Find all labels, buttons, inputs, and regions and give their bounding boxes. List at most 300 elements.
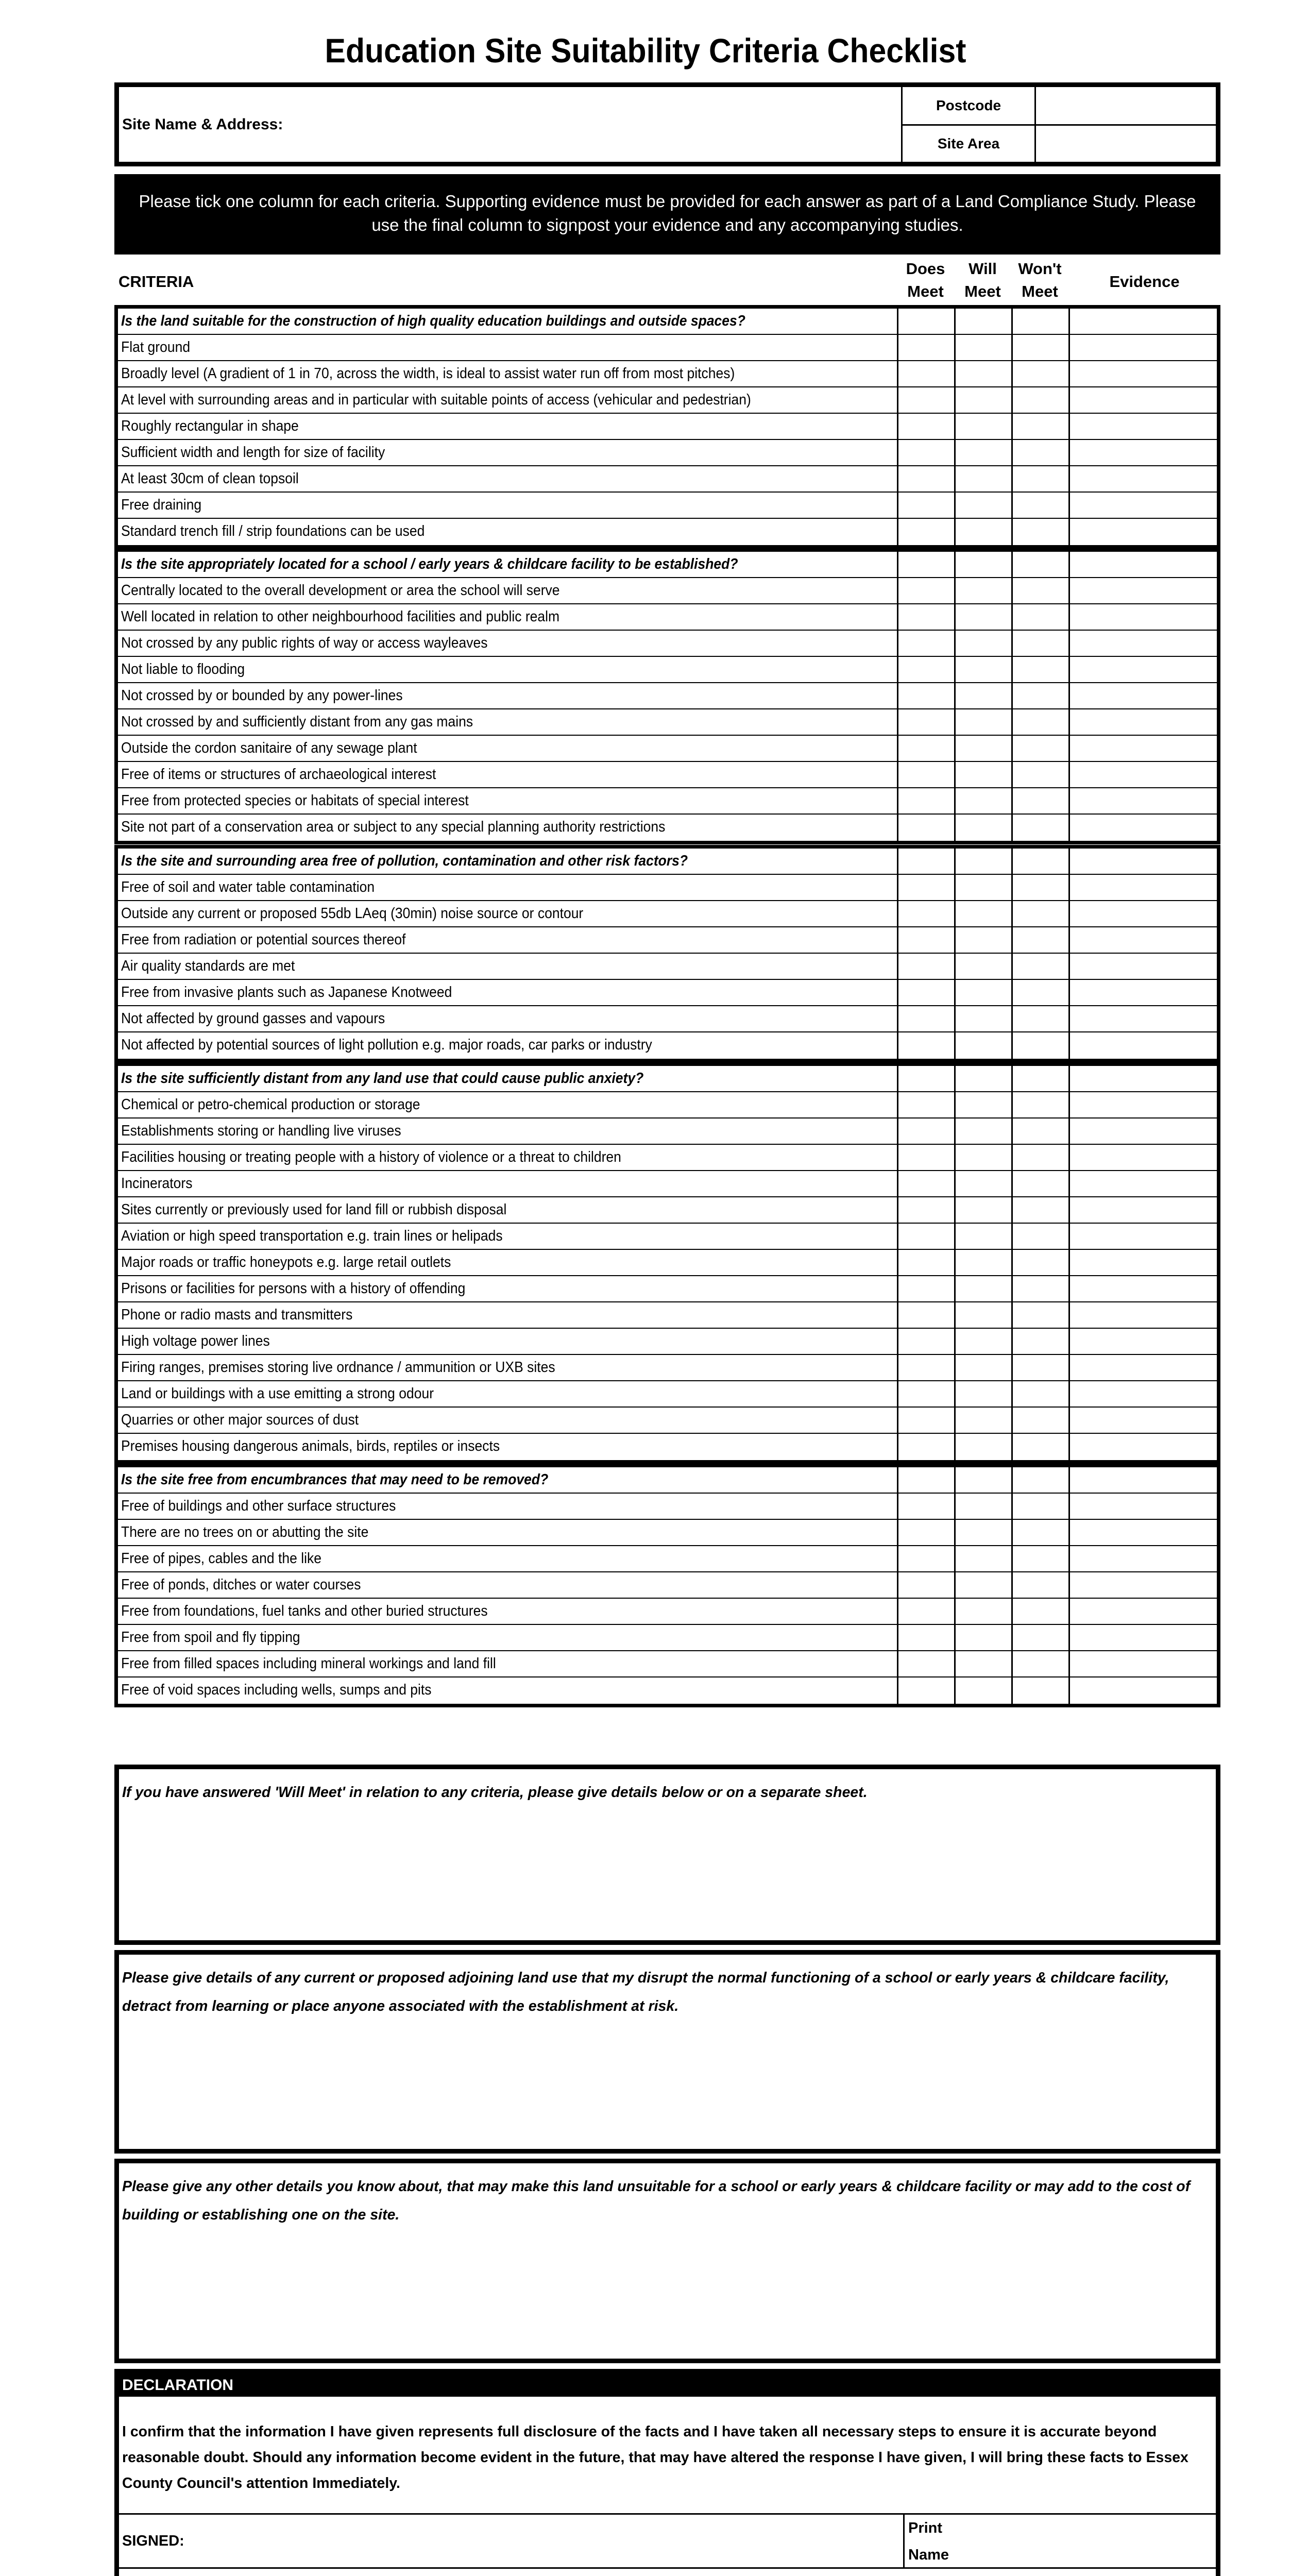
criteria-row <box>118 1302 1217 1329</box>
does-meet-cell[interactable] <box>897 815 954 841</box>
does-meet-cell[interactable] <box>897 1276 954 1301</box>
will-meet-cell[interactable] <box>954 1092 1011 1117</box>
does-meet-cell[interactable] <box>897 1520 954 1545</box>
criteria-row <box>118 927 1217 954</box>
criteria-section <box>114 305 1220 549</box>
wont-meet-cell[interactable] <box>1011 683 1068 708</box>
criteria-label: Roughly rectangular in shape <box>121 418 299 434</box>
wont-meet-cell[interactable] <box>1011 1171 1068 1196</box>
criteria-label: At level with surrounding areas and in particular with suitable points of access (vehicular and pedestrian) <box>121 392 751 408</box>
does-meet-cell[interactable] <box>897 414 954 439</box>
will-meet-cell[interactable] <box>954 335 1011 360</box>
will-meet-cell[interactable] <box>954 1302 1011 1328</box>
criteria-label: Not liable to flooding <box>121 661 245 677</box>
criteria-section <box>114 548 1220 844</box>
criteria-label: Aviation or high speed transportation e.g. train lines or helipads <box>121 1228 503 1244</box>
wont-meet-cell[interactable] <box>1011 1355 1068 1380</box>
does-meet-cell[interactable] <box>897 1032 954 1059</box>
will-meet-cell[interactable] <box>954 440 1011 465</box>
does-meet-cell[interactable] <box>897 980 954 1005</box>
evidence-cell[interactable] <box>1068 1302 1217 1328</box>
does-meet-cell[interactable] <box>897 1118 954 1144</box>
page-title: Education Site Suitability Criteria Checklist <box>325 31 966 70</box>
other-details-box[interactable] <box>114 2159 1220 2363</box>
criteria-row <box>118 1677 1217 1704</box>
evidence-cell[interactable] <box>1068 1032 1217 1059</box>
evidence-cell[interactable] <box>1068 683 1217 708</box>
wont-meet-cell[interactable] <box>1011 1467 1068 1493</box>
evidence-cell[interactable] <box>1068 815 1217 841</box>
criteria-label: Free from invasive plants such as Japanese Knotweed <box>121 984 452 1001</box>
evidence-cell[interactable] <box>1068 788 1217 814</box>
will-meet-cell[interactable] <box>954 736 1011 761</box>
criteria-row <box>118 1197 1217 1224</box>
evidence-cell[interactable] <box>1068 1546 1217 1571</box>
wont-meet-cell[interactable] <box>1011 901 1068 926</box>
does-meet-cell[interactable] <box>897 1467 954 1493</box>
evidence-cell[interactable] <box>1068 1145 1217 1170</box>
will-meet-details-box[interactable] <box>114 1765 1220 1945</box>
wont-meet-cell[interactable] <box>1011 849 1068 874</box>
does-meet-cell[interactable] <box>897 927 954 953</box>
will-meet-cell[interactable] <box>954 1006 1011 1031</box>
criteria-row <box>118 1250 1217 1276</box>
will-meet-cell[interactable] <box>954 1066 1011 1091</box>
criteria-section <box>114 1062 1220 1464</box>
evidence-cell[interactable] <box>1068 1625 1217 1650</box>
evidence-cell[interactable] <box>1068 1355 1217 1380</box>
does-meet-cell[interactable] <box>897 387 954 413</box>
evidence-cell[interactable] <box>1068 466 1217 492</box>
will-meet-cell[interactable] <box>954 709 1011 735</box>
will-meet-cell[interactable] <box>954 604 1011 630</box>
wont-meet-cell[interactable] <box>1011 1276 1068 1301</box>
evidence-cell[interactable] <box>1068 1572 1217 1598</box>
criteria-row <box>118 1032 1217 1059</box>
evidence-cell[interactable] <box>1068 1066 1217 1091</box>
evidence-cell[interactable] <box>1068 1520 1217 1545</box>
criteria-row <box>118 683 1217 709</box>
criteria-row <box>118 1625 1217 1651</box>
on-behalf-of-label <box>122 2569 239 2576</box>
evidence-cell[interactable] <box>1068 1092 1217 1117</box>
wont-meet-cell[interactable] <box>1011 875 1068 900</box>
does-meet-cell[interactable] <box>897 1355 954 1380</box>
postcode-field[interactable] <box>1036 87 1216 124</box>
will-meet-cell[interactable] <box>954 578 1011 603</box>
will-meet-cell[interactable] <box>954 552 1011 577</box>
does-meet-cell[interactable] <box>897 736 954 761</box>
will-meet-cell[interactable] <box>954 387 1011 413</box>
on-behalf-of-field[interactable] <box>274 2569 1216 2576</box>
criteria-label: Major roads or traffic honeypots e.g. large retail outlets <box>121 1254 451 1270</box>
criteria-label: Free of items or structures of archaeological interest <box>121 766 436 783</box>
section-question: Is the site sufficiently distant from any land use that could cause public anxiety? <box>121 1070 644 1087</box>
will-meet-cell[interactable] <box>954 901 1011 926</box>
declaration-heading: DECLARATION <box>119 2374 1216 2397</box>
criteria-row <box>118 1520 1217 1546</box>
criteria-section <box>114 845 1220 1062</box>
wont-meet-cell[interactable] <box>1011 1408 1068 1433</box>
postcode-label: Postcode <box>936 97 1001 113</box>
does-meet-cell[interactable] <box>897 552 954 577</box>
will-meet-cell[interactable] <box>954 788 1011 814</box>
will-meet-cell[interactable] <box>954 631 1011 656</box>
evidence-cell[interactable] <box>1068 1408 1217 1433</box>
will-meet-cell[interactable] <box>954 1599 1011 1624</box>
evidence-cell[interactable] <box>1068 1381 1217 1406</box>
wont-meet-cell[interactable] <box>1011 552 1068 577</box>
declaration-box <box>114 2369 1220 2576</box>
will-meet-cell[interactable] <box>954 1494 1011 1519</box>
will-meet-cell[interactable] <box>954 1651 1011 1676</box>
criteria-row <box>118 657 1217 683</box>
evidence-cell[interactable] <box>1068 762 1217 787</box>
does-meet-cell[interactable] <box>897 849 954 874</box>
does-meet-column-header: Does Meet <box>906 260 945 300</box>
wont-meet-cell[interactable] <box>1011 631 1068 656</box>
criteria-label: Standard trench fill / strip foundations can be used <box>121 523 425 539</box>
does-meet-cell[interactable] <box>897 1224 954 1249</box>
will-meet-cell[interactable] <box>954 1408 1011 1433</box>
evidence-cell[interactable] <box>1068 1276 1217 1301</box>
does-meet-cell[interactable] <box>897 440 954 465</box>
does-meet-cell[interactable] <box>897 1408 954 1433</box>
wont-meet-cell[interactable] <box>1011 1145 1068 1170</box>
criteria-row <box>118 1118 1217 1145</box>
evidence-cell[interactable] <box>1068 875 1217 900</box>
evidence-column-header: Evidence <box>1109 273 1180 291</box>
criteria-label: Chemical or petro-chemical production or storage <box>121 1096 420 1113</box>
will-meet-cell[interactable] <box>954 683 1011 708</box>
does-meet-cell[interactable] <box>897 466 954 492</box>
criteria-row <box>118 414 1217 440</box>
does-meet-cell[interactable] <box>897 1625 954 1650</box>
criteria-label: Quarries or other major sources of dust <box>121 1412 359 1428</box>
criteria-row <box>118 1145 1217 1171</box>
criteria-label: Phone or radio masts and transmitters <box>121 1307 353 1323</box>
wont-meet-cell[interactable] <box>1011 788 1068 814</box>
does-meet-cell[interactable] <box>897 683 954 708</box>
evidence-cell[interactable] <box>1068 552 1217 577</box>
wont-meet-cell[interactable] <box>1011 414 1068 439</box>
evidence-cell[interactable] <box>1068 631 1217 656</box>
does-meet-cell[interactable] <box>897 1546 954 1571</box>
criteria-row <box>118 1276 1217 1302</box>
will-meet-cell[interactable] <box>954 1677 1011 1704</box>
wont-meet-cell[interactable] <box>1011 387 1068 413</box>
print-name-label: Print Name <box>908 2520 949 2563</box>
wont-meet-cell[interactable] <box>1011 1302 1068 1328</box>
evidence-cell[interactable] <box>1068 927 1217 953</box>
criteria-row <box>118 954 1217 980</box>
evidence-cell[interactable] <box>1068 1434 1217 1460</box>
will-meet-cell[interactable] <box>954 414 1011 439</box>
will-meet-cell[interactable] <box>954 1329 1011 1354</box>
will-meet-cell[interactable] <box>954 815 1011 841</box>
does-meet-cell[interactable] <box>897 788 954 814</box>
does-meet-cell[interactable] <box>897 1599 954 1624</box>
wont-meet-cell[interactable] <box>1011 335 1068 360</box>
does-meet-cell[interactable] <box>897 604 954 630</box>
criteria-row <box>118 1381 1217 1408</box>
will-meet-cell[interactable] <box>954 1625 1011 1650</box>
will-meet-cell[interactable] <box>954 849 1011 874</box>
criteria-row <box>118 1494 1217 1520</box>
does-meet-cell[interactable] <box>897 1677 954 1704</box>
evidence-cell[interactable] <box>1068 309 1217 334</box>
section-question-row <box>118 1467 1217 1494</box>
evidence-cell[interactable] <box>1068 440 1217 465</box>
does-meet-cell[interactable] <box>897 1434 954 1460</box>
will-meet-cell[interactable] <box>954 1118 1011 1144</box>
criteria-label: Free of soil and water table contamination <box>121 879 375 895</box>
criteria-label: There are no trees on or abutting the site <box>121 1524 369 1540</box>
criteria-label: Not crossed by or bounded by any power-lines <box>121 687 403 704</box>
will-meet-cell[interactable] <box>954 1434 1011 1460</box>
criteria-row <box>118 1092 1217 1118</box>
will-meet-cell[interactable] <box>954 954 1011 979</box>
criteria-row <box>118 1355 1217 1381</box>
does-meet-cell[interactable] <box>897 1302 954 1328</box>
criteria-row <box>118 387 1217 414</box>
wont-meet-cell[interactable] <box>1011 1520 1068 1545</box>
criteria-label: Facilities housing or treating people with a history of violence or a threat to children <box>121 1149 621 1165</box>
does-meet-cell[interactable] <box>897 875 954 900</box>
will-meet-details-prompt: If you have answered 'Will Meet' in relation to any criteria, please give details below or on a separate sheet. <box>122 1784 868 1801</box>
will-meet-cell[interactable] <box>954 493 1011 518</box>
wont-meet-cell[interactable] <box>1011 1625 1068 1650</box>
evidence-cell[interactable] <box>1068 1494 1217 1519</box>
evidence-cell[interactable] <box>1068 736 1217 761</box>
wont-meet-cell[interactable] <box>1011 519 1068 545</box>
does-meet-cell[interactable] <box>897 1197 954 1223</box>
declaration-statement: I confirm that the information I have given represents full disclosure of the facts and I have taken all necessary steps to ensure it is accurate beyond reasonable doubt. Should any information become evident in the future, that may have altered the response I have given, I will bring these facts to Essex County Council's attention Immediately. <box>122 2424 1188 2492</box>
evidence-cell[interactable] <box>1068 657 1217 682</box>
wont-meet-cell[interactable] <box>1011 1224 1068 1249</box>
wont-meet-cell[interactable] <box>1011 493 1068 518</box>
does-meet-cell[interactable] <box>897 519 954 545</box>
evidence-cell[interactable] <box>1068 1006 1217 1031</box>
wont-meet-cell[interactable] <box>1011 1066 1068 1091</box>
evidence-cell[interactable] <box>1068 709 1217 735</box>
evidence-cell[interactable] <box>1068 1224 1217 1249</box>
evidence-cell[interactable] <box>1068 980 1217 1005</box>
evidence-cell[interactable] <box>1068 1118 1217 1144</box>
does-meet-cell[interactable] <box>897 954 954 979</box>
criteria-row <box>118 466 1217 493</box>
wont-meet-cell[interactable] <box>1011 1677 1068 1704</box>
wont-meet-cell[interactable] <box>1011 1329 1068 1354</box>
evidence-cell[interactable] <box>1068 1651 1217 1676</box>
wont-meet-cell[interactable] <box>1011 927 1068 953</box>
will-meet-cell[interactable] <box>954 927 1011 953</box>
will-meet-cell[interactable] <box>954 1381 1011 1406</box>
wont-meet-cell[interactable] <box>1011 1494 1068 1519</box>
will-meet-cell[interactable] <box>954 1467 1011 1493</box>
does-meet-cell[interactable] <box>897 631 954 656</box>
wont-meet-cell[interactable] <box>1011 578 1068 603</box>
does-meet-cell[interactable] <box>897 1651 954 1676</box>
does-meet-cell[interactable] <box>897 1572 954 1598</box>
wont-meet-cell[interactable] <box>1011 657 1068 682</box>
print-name-field[interactable] <box>984 2515 1216 2567</box>
wont-meet-cell[interactable] <box>1011 440 1068 465</box>
wont-meet-cell[interactable] <box>1011 954 1068 979</box>
criteria-label: Prisons or facilities for persons with a history of offending <box>121 1280 466 1297</box>
does-meet-cell[interactable] <box>897 493 954 518</box>
does-meet-cell[interactable] <box>897 1381 954 1406</box>
criteria-row <box>118 440 1217 466</box>
site-area-label: Site Area <box>937 135 1000 151</box>
criteria-row <box>118 1006 1217 1032</box>
does-meet-cell[interactable] <box>897 1250 954 1275</box>
does-meet-cell[interactable] <box>897 1092 954 1117</box>
evidence-cell[interactable] <box>1068 578 1217 603</box>
section-question: Is the site appropriately located for a school / early years & childcare facility to be established? <box>121 556 738 572</box>
criteria-label: Not affected by ground gasses and vapours <box>121 1010 385 1027</box>
wont-meet-cell[interactable] <box>1011 1118 1068 1144</box>
criteria-label: Centrally located to the overall development or area the school will serve <box>121 582 560 599</box>
wont-meet-cell[interactable] <box>1011 1032 1068 1059</box>
evidence-cell[interactable] <box>1068 849 1217 874</box>
does-meet-cell[interactable] <box>897 578 954 603</box>
does-meet-cell[interactable] <box>897 762 954 787</box>
wont-meet-cell[interactable] <box>1011 1651 1068 1676</box>
will-meet-cell[interactable] <box>954 1276 1011 1301</box>
criteria-label: Free of buildings and other surface structures <box>121 1498 396 1514</box>
will-meet-cell[interactable] <box>954 1250 1011 1275</box>
other-details-prompt: Please give any other details you know about, that may make this land unsuitable for a school or early years & childcare facility or may add to the cost of building or establishing one on the site. <box>122 2178 1191 2223</box>
criteria-row <box>118 335 1217 361</box>
evidence-cell[interactable] <box>1068 1467 1217 1493</box>
will-meet-cell[interactable] <box>954 1171 1011 1196</box>
will-meet-cell[interactable] <box>954 1355 1011 1380</box>
section-question: Is the land suitable for the construction of high quality education buildings and outside spaces? <box>121 313 745 329</box>
criteria-label: High voltage power lines <box>121 1333 270 1349</box>
will-meet-cell[interactable] <box>954 361 1011 386</box>
adjoining-land-details-prompt: Please give details of any current or proposed adjoining land use that my disrupt the normal functioning of a school or early years & childcare facility, detract from learning or place anyone associated with the establishment at risk. <box>122 1970 1169 2014</box>
criteria-row <box>118 578 1217 604</box>
criteria-row <box>118 361 1217 387</box>
will-meet-cell[interactable] <box>954 657 1011 682</box>
does-meet-cell[interactable] <box>897 901 954 926</box>
wont-meet-cell[interactable] <box>1011 1572 1068 1598</box>
will-meet-cell[interactable] <box>954 1572 1011 1598</box>
wont-meet-cell[interactable] <box>1011 762 1068 787</box>
site-name-field[interactable] <box>119 87 901 162</box>
wont-meet-cell[interactable] <box>1011 1381 1068 1406</box>
will-meet-cell[interactable] <box>954 519 1011 545</box>
does-meet-cell[interactable] <box>897 1171 954 1196</box>
will-meet-cell[interactable] <box>954 762 1011 787</box>
criteria-row <box>118 1171 1217 1197</box>
wont-meet-cell[interactable] <box>1011 736 1068 761</box>
criteria-label: Firing ranges, premises storing live ordnance / ammunition or UXB sites <box>121 1359 555 1376</box>
criteria-row <box>118 1546 1217 1572</box>
evidence-cell[interactable] <box>1068 519 1217 545</box>
wont-meet-cell[interactable] <box>1011 1006 1068 1031</box>
does-meet-cell[interactable] <box>897 1329 954 1354</box>
adjoining-land-details-box[interactable] <box>114 1950 1220 2154</box>
will-meet-cell[interactable] <box>954 1145 1011 1170</box>
criteria-row <box>118 1572 1217 1599</box>
evidence-cell[interactable] <box>1068 1599 1217 1624</box>
will-meet-cell[interactable] <box>954 980 1011 1005</box>
evidence-cell[interactable] <box>1068 604 1217 630</box>
criteria-row <box>118 980 1217 1006</box>
criteria-label: Free draining <box>121 497 202 513</box>
wont-meet-cell[interactable] <box>1011 980 1068 1005</box>
evidence-cell[interactable] <box>1068 361 1217 386</box>
will-meet-column-header: Will Meet <box>964 260 1001 300</box>
wont-meet-cell[interactable] <box>1011 361 1068 386</box>
evidence-cell[interactable] <box>1068 387 1217 413</box>
wont-meet-cell[interactable] <box>1011 709 1068 735</box>
signature-field[interactable] <box>243 2515 897 2567</box>
evidence-cell[interactable] <box>1068 954 1217 979</box>
evidence-cell[interactable] <box>1068 901 1217 926</box>
criteria-label: Free of void spaces including wells, sumps and pits <box>121 1682 432 1698</box>
evidence-cell[interactable] <box>1068 1677 1217 1704</box>
criteria-label: Free of pipes, cables and the like <box>121 1550 321 1567</box>
does-meet-cell[interactable] <box>897 309 954 334</box>
does-meet-cell[interactable] <box>897 1145 954 1170</box>
wont-meet-cell[interactable] <box>1011 309 1068 334</box>
evidence-cell[interactable] <box>1068 1250 1217 1275</box>
does-meet-cell[interactable] <box>897 709 954 735</box>
will-meet-cell[interactable] <box>954 466 1011 492</box>
criteria-row <box>118 901 1217 927</box>
does-meet-cell[interactable] <box>897 335 954 360</box>
wont-meet-cell[interactable] <box>1011 1197 1068 1223</box>
will-meet-cell[interactable] <box>954 1032 1011 1059</box>
criteria-label: Sites currently or previously used for land fill or rubbish disposal <box>121 1201 507 1218</box>
will-meet-cell[interactable] <box>954 1520 1011 1545</box>
wont-meet-cell[interactable] <box>1011 1250 1068 1275</box>
wont-meet-cell[interactable] <box>1011 815 1068 841</box>
wont-meet-cell[interactable] <box>1011 466 1068 492</box>
wont-meet-cell[interactable] <box>1011 1546 1068 1571</box>
will-meet-cell[interactable] <box>954 309 1011 334</box>
does-meet-cell[interactable] <box>897 1494 954 1519</box>
site-area-field[interactable] <box>1036 126 1216 162</box>
evidence-cell[interactable] <box>1068 414 1217 439</box>
will-meet-cell[interactable] <box>954 1197 1011 1223</box>
evidence-cell[interactable] <box>1068 1171 1217 1196</box>
wont-meet-cell[interactable] <box>1011 1092 1068 1117</box>
evidence-cell[interactable] <box>1068 493 1217 518</box>
wont-meet-cell[interactable] <box>1011 1599 1068 1624</box>
evidence-cell[interactable] <box>1068 1329 1217 1354</box>
section-question: Is the site and surrounding area free of pollution, contamination and other risk factors? <box>121 853 688 869</box>
criteria-label: Outside any current or proposed 55db LAeq (30min) noise source or contour <box>121 905 584 922</box>
signed-label: SIGNED: <box>122 2533 184 2549</box>
criteria-label: Free from protected species or habitats of special interest <box>121 792 469 809</box>
evidence-cell[interactable] <box>1068 335 1217 360</box>
evidence-cell[interactable] <box>1068 1197 1217 1223</box>
does-meet-cell[interactable] <box>897 1006 954 1031</box>
wont-meet-cell[interactable] <box>1011 1434 1068 1460</box>
wont-meet-cell[interactable] <box>1011 604 1068 630</box>
does-meet-cell[interactable] <box>897 657 954 682</box>
does-meet-cell[interactable] <box>897 361 954 386</box>
will-meet-cell[interactable] <box>954 1546 1011 1571</box>
will-meet-cell[interactable] <box>954 875 1011 900</box>
will-meet-cell[interactable] <box>954 1224 1011 1249</box>
does-meet-cell[interactable] <box>897 1066 954 1091</box>
criteria-row <box>118 788 1217 815</box>
